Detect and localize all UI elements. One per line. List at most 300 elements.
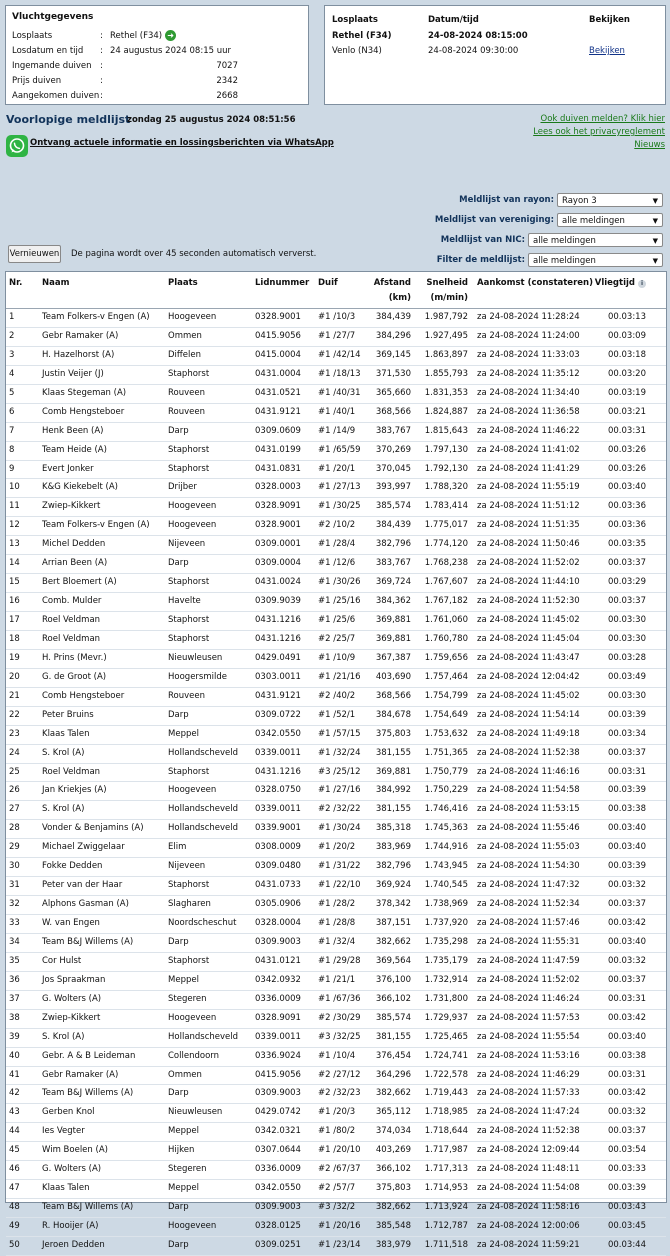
row-place: Hijken bbox=[168, 1145, 195, 1156]
row-nr: 21 bbox=[9, 690, 20, 701]
row-nr: 13 bbox=[9, 539, 20, 550]
row-name: Comb. Mulder bbox=[42, 596, 102, 607]
row-pigeon: #1 /28/8 bbox=[318, 918, 356, 928]
row-arrival: za 24-08-2024 11:52:02 bbox=[477, 974, 580, 985]
table-row bbox=[6, 347, 666, 366]
row-flight-time: 00.03:37 bbox=[607, 596, 646, 607]
row-pigeon: #1 /67/36 bbox=[318, 993, 361, 1004]
table-row bbox=[6, 801, 666, 820]
row-nr: 26 bbox=[9, 785, 20, 796]
row-name: Klaas Talen bbox=[42, 728, 90, 739]
row-distance: 367,387 bbox=[375, 652, 411, 663]
row-name: S. Krol (A) bbox=[42, 1031, 85, 1042]
row-pigeon: #1 /20/2 bbox=[318, 842, 356, 853]
row-speed: 1.746,416 bbox=[424, 804, 468, 815]
row-pigeon: #1 /30/25 bbox=[318, 501, 361, 512]
row-member-id: 0342.0550 bbox=[255, 1183, 301, 1194]
row-distance: 365,112 bbox=[375, 1107, 411, 1118]
row-arrival: za 24-08-2024 11:24:00 bbox=[477, 330, 580, 341]
row-distance: 385,574 bbox=[375, 501, 411, 512]
row-pigeon: #1 /10/9 bbox=[318, 652, 356, 663]
row-member-id: 0339.0011 bbox=[255, 1031, 301, 1042]
row-place: Staphorst bbox=[168, 463, 210, 474]
row-arrival: za 24-08-2024 11:52:30 bbox=[477, 596, 580, 607]
row-flight-time: 00.03:35 bbox=[607, 539, 646, 550]
row-arrival: za 24-08-2024 11:55:03 bbox=[477, 842, 580, 853]
row-pigeon: #2 /32/22 bbox=[318, 804, 361, 815]
row-arrival: za 24-08-2024 11:46:29 bbox=[477, 1069, 580, 1080]
row-distance: 368,566 bbox=[375, 406, 411, 417]
row-place: Rouveen bbox=[168, 406, 205, 417]
row-arrival: za 24-08-2024 11:45:02 bbox=[477, 690, 580, 701]
arrived-row: Aangekomen duiven : 2668 bbox=[12, 91, 238, 101]
table-row bbox=[6, 404, 666, 423]
table-row bbox=[6, 442, 666, 461]
row-distance: 371,530 bbox=[375, 368, 411, 379]
row-speed: 1.750,779 bbox=[424, 766, 468, 777]
row-nr: 25 bbox=[9, 766, 20, 777]
row-flight-time: 00.03:37 bbox=[607, 899, 646, 910]
row-flight-time: 00.03:13 bbox=[607, 312, 646, 322]
row-place: Darp bbox=[168, 1239, 189, 1250]
results-table bbox=[5, 271, 667, 1250]
row-distance: 365,660 bbox=[375, 387, 411, 398]
table-row bbox=[6, 1161, 666, 1180]
row-place: Elim bbox=[168, 842, 187, 853]
row-member-id: 0303.0011 bbox=[255, 671, 301, 682]
row-distance: 384,678 bbox=[375, 709, 411, 720]
table-row bbox=[6, 461, 666, 480]
nic-select[interactable]: alle meldingen ▼ bbox=[528, 233, 663, 247]
row-name: Bert Bloemert (A) bbox=[42, 577, 117, 588]
row-nr: 31 bbox=[9, 880, 20, 891]
row-member-id: 0431.0024 bbox=[255, 577, 301, 588]
table-row bbox=[6, 991, 666, 1010]
row-flight-time: 00.03:19 bbox=[607, 387, 646, 398]
report-pigeons-link[interactable]: Ook duiven melden? Klik hier bbox=[540, 114, 665, 124]
row-member-id: 0309.0251 bbox=[255, 1239, 301, 1250]
table-row bbox=[6, 953, 666, 972]
whatsapp-icon[interactable] bbox=[6, 135, 28, 157]
table-row bbox=[6, 498, 666, 517]
row-arrival: za 24-08-2024 11:43:47 bbox=[477, 652, 580, 663]
row-member-id: 0328.0003 bbox=[255, 482, 301, 493]
table-row bbox=[6, 1104, 666, 1123]
row-nr: 20 bbox=[9, 671, 20, 682]
prize-row: Prijs duiven : 2342 bbox=[12, 76, 238, 86]
row-speed: 1.718,644 bbox=[424, 1126, 468, 1137]
row-member-id: 0415.9056 bbox=[255, 330, 301, 341]
row-place: Staphorst bbox=[168, 766, 210, 777]
row-flight-time: 00.03:30 bbox=[607, 633, 646, 644]
row-flight-time: 00.03:31 bbox=[607, 993, 646, 1004]
filter-label-vereniging: Meldlijst van vereniging: bbox=[434, 215, 554, 225]
row-place: Drijber bbox=[168, 482, 197, 493]
row-arrival: za 24-08-2024 11:47:24 bbox=[477, 1107, 580, 1118]
row-distance: 366,102 bbox=[375, 993, 411, 1004]
row-nr: 3 bbox=[9, 349, 15, 360]
row-place: Meppel bbox=[168, 1183, 199, 1194]
row-member-id: 0309.9003 bbox=[255, 1202, 301, 1213]
row-name: Gerben Knol bbox=[42, 1107, 95, 1118]
row-pigeon: #1 /28/2 bbox=[318, 899, 356, 910]
vereniging-select[interactable]: alle meldingen ▼ bbox=[557, 213, 663, 227]
list-filter-select[interactable]: alle meldingen ▼ bbox=[528, 253, 663, 267]
row-arrival: za 24-08-2024 11:52:02 bbox=[477, 558, 580, 569]
row-pigeon: #3 /32/2 bbox=[318, 1202, 356, 1213]
row-pigeon: #1 /30/26 bbox=[318, 577, 361, 588]
row-pigeon: #1 /21/16 bbox=[318, 671, 361, 682]
row-member-id: 0342.0932 bbox=[255, 974, 301, 985]
chevron-down-icon: ▼ bbox=[652, 257, 658, 265]
go-arrow-icon[interactable]: ➜ bbox=[165, 30, 176, 41]
row-pigeon: #1 /57/15 bbox=[318, 728, 361, 739]
row-flight-time: 00.03:20 bbox=[607, 368, 646, 379]
row-speed: 1.738,969 bbox=[424, 899, 468, 910]
refresh-note: De pagina wordt over 45 seconden automatisch ververst. bbox=[71, 249, 317, 259]
row-distance: 393,997 bbox=[375, 482, 411, 493]
row-nr: 36 bbox=[9, 974, 20, 985]
row-place: Hoogeveen bbox=[168, 1221, 217, 1231]
row-name: Team B&J Willems (A) bbox=[42, 1202, 134, 1213]
row-name: Michel Dedden bbox=[42, 539, 106, 550]
row-pigeon: #1 /10/3 bbox=[318, 312, 356, 322]
row-distance: 385,318 bbox=[375, 823, 411, 834]
row-nr: 29 bbox=[9, 842, 20, 853]
row-speed: 1.757,464 bbox=[424, 671, 468, 682]
row-place: Meppel bbox=[168, 974, 199, 985]
row-nr: 33 bbox=[9, 918, 20, 928]
row-name: Peter van der Haar bbox=[42, 880, 123, 891]
row-distance: 369,724 bbox=[375, 577, 411, 588]
row-member-id: 0309.0480 bbox=[255, 861, 301, 872]
page-title: Voorlopige meldlijst bbox=[6, 113, 131, 126]
row-arrival: za 24-08-2024 11:33:03 bbox=[477, 349, 580, 360]
row-flight-time: 00.03:42 bbox=[607, 1088, 646, 1099]
row-arrival: za 24-08-2024 11:47:59 bbox=[477, 955, 580, 966]
row-speed: 1.750,229 bbox=[424, 785, 468, 796]
row-speed: 1.797,130 bbox=[424, 444, 468, 455]
privacy-link[interactable]: Lees ook het privacyreglement bbox=[533, 127, 665, 137]
table-row bbox=[6, 309, 666, 328]
row-speed: 1.731,800 bbox=[424, 993, 468, 1004]
row-nr: 40 bbox=[9, 1050, 20, 1061]
table-row bbox=[6, 479, 666, 498]
row-arrival: za 24-08-2024 11:55:46 bbox=[477, 823, 580, 834]
row-flight-time: 00.03:45 bbox=[607, 1221, 646, 1231]
row-nr: 46 bbox=[9, 1164, 20, 1175]
row-speed: 1.735,298 bbox=[424, 936, 468, 947]
table-row bbox=[6, 839, 666, 858]
row-name: Team B&J Willems (A) bbox=[42, 936, 134, 947]
row-distance: 384,439 bbox=[375, 312, 411, 322]
release-row: Venlo (N34) 24-08-2024 09:30:00 Bekijken bbox=[332, 46, 625, 56]
row-pigeon: #1 /27/16 bbox=[318, 785, 361, 796]
row-member-id: 0431.1216 bbox=[255, 615, 301, 625]
view-release-link[interactable]: Bekijken bbox=[589, 46, 625, 56]
row-arrival: za 24-08-2024 11:45:02 bbox=[477, 615, 580, 625]
row-member-id: 0307.0644 bbox=[255, 1145, 301, 1156]
row-distance: 369,881 bbox=[375, 615, 411, 625]
row-arrival: za 24-08-2024 11:28:24 bbox=[477, 312, 580, 322]
row-distance: 374,034 bbox=[375, 1126, 411, 1137]
row-nr: 19 bbox=[9, 652, 20, 663]
row-arrival: za 24-08-2024 11:54:14 bbox=[477, 709, 580, 720]
row-distance: 369,881 bbox=[375, 766, 411, 777]
row-nr: 39 bbox=[9, 1031, 20, 1042]
row-member-id: 0309.0609 bbox=[255, 425, 301, 436]
row-name: Roel Veldman bbox=[42, 633, 101, 644]
row-speed: 1.754,799 bbox=[424, 690, 468, 701]
row-speed: 1.760,780 bbox=[424, 633, 468, 644]
row-member-id: 0309.9003 bbox=[255, 936, 301, 947]
prize-value: 2342 bbox=[216, 76, 238, 86]
row-nr: 24 bbox=[9, 747, 20, 758]
row-distance: 369,564 bbox=[375, 955, 411, 966]
row-member-id: 0431.0121 bbox=[255, 955, 301, 966]
table-row bbox=[6, 593, 666, 612]
table-row bbox=[6, 726, 666, 745]
row-place: Hoogeveen bbox=[168, 312, 217, 322]
row-name: G. Wolters (A) bbox=[42, 993, 102, 1004]
row-pigeon: #2 /67/37 bbox=[318, 1164, 361, 1175]
row-name: Peter Bruins bbox=[42, 709, 94, 720]
row-member-id: 0431.0521 bbox=[255, 387, 301, 398]
row-nr: 14 bbox=[9, 558, 20, 569]
row-speed: 1.713,924 bbox=[424, 1202, 468, 1213]
row-pigeon: #1 /32/24 bbox=[318, 747, 361, 758]
row-pigeon: #1 /27/13 bbox=[318, 482, 361, 493]
row-member-id: 0342.0321 bbox=[255, 1126, 301, 1137]
row-name: Cor Hulst bbox=[42, 955, 82, 966]
table-row bbox=[6, 688, 666, 707]
row-name: R. Hooijer (A) bbox=[42, 1221, 99, 1231]
row-speed: 1.831,353 bbox=[424, 387, 468, 398]
row-arrival: za 24-08-2024 11:51:35 bbox=[477, 520, 580, 531]
row-arrival: za 24-08-2024 11:52:38 bbox=[477, 1126, 580, 1137]
row-pigeon: #1 /42/14 bbox=[318, 349, 361, 360]
row-nr: 22 bbox=[9, 709, 20, 720]
row-flight-time: 00.03:42 bbox=[607, 918, 646, 928]
row-name: H. Hazelhorst (A) bbox=[42, 349, 115, 360]
row-flight-time: 00.03:39 bbox=[607, 1183, 646, 1194]
row-flight-time: 00.03:37 bbox=[607, 974, 646, 985]
row-name: Justin Veijer (J) bbox=[42, 368, 104, 379]
row-distance: 370,045 bbox=[375, 463, 411, 474]
row-member-id: 0309.0004 bbox=[255, 558, 301, 569]
row-arrival: za 24-08-2024 11:46:22 bbox=[477, 425, 580, 436]
row-arrival: za 24-08-2024 11:51:12 bbox=[477, 501, 580, 512]
row-speed: 1.774,120 bbox=[424, 539, 468, 550]
row-place: Meppel bbox=[168, 728, 199, 739]
row-nr: 47 bbox=[9, 1183, 20, 1194]
row-place: Ommen bbox=[168, 1069, 202, 1080]
row-name: Henk Been (A) bbox=[42, 425, 104, 436]
row-flight-time: 00.03:39 bbox=[607, 709, 646, 720]
row-pigeon: #1 /40/31 bbox=[318, 387, 361, 398]
row-pigeon: #1 /20/3 bbox=[318, 1107, 356, 1118]
row-nr: 43 bbox=[9, 1107, 20, 1118]
row-distance: 369,145 bbox=[375, 349, 411, 360]
row-place: Hollandscheveld bbox=[168, 823, 239, 834]
row-speed: 1.717,313 bbox=[424, 1164, 468, 1175]
row-nr: 32 bbox=[9, 899, 20, 910]
row-speed: 1.737,920 bbox=[424, 918, 468, 928]
table-row bbox=[6, 385, 666, 404]
row-distance: 375,803 bbox=[375, 1183, 411, 1194]
row-nr: 34 bbox=[9, 936, 20, 947]
row-distance: 381,155 bbox=[375, 804, 411, 815]
row-arrival: za 24-08-2024 11:44:10 bbox=[477, 577, 580, 588]
row-name: Gebr Ramaker (A) bbox=[42, 1069, 119, 1080]
row-distance: 383,969 bbox=[375, 842, 411, 853]
row-member-id: 0309.9039 bbox=[255, 596, 301, 607]
row-distance: 385,548 bbox=[375, 1221, 411, 1231]
row-member-id: 0415.0004 bbox=[255, 349, 301, 360]
row-member-id: 0431.0733 bbox=[255, 880, 301, 891]
row-nr: 27 bbox=[9, 804, 20, 815]
row-distance: 384,992 bbox=[375, 785, 411, 796]
row-name: G. Wolters (A) bbox=[42, 1164, 102, 1175]
table-row bbox=[6, 782, 666, 801]
filter-label-nic: Meldlijst van NIC: bbox=[440, 235, 525, 245]
row-place: Staphorst bbox=[168, 368, 210, 379]
row-flight-time: 00.03:39 bbox=[607, 861, 646, 872]
row-distance: 364,296 bbox=[375, 1069, 411, 1080]
row-pigeon: #1 /30/24 bbox=[318, 823, 361, 834]
row-place: Stegeren bbox=[168, 1164, 207, 1175]
row-arrival: za 24-08-2024 11:46:24 bbox=[477, 993, 580, 1004]
row-name: Team Folkers-v Engen (A) bbox=[42, 312, 150, 322]
row-speed: 1.712,787 bbox=[424, 1221, 468, 1231]
refresh-button[interactable]: Vernieuwen bbox=[8, 245, 61, 263]
row-pigeon: #2 /25/7 bbox=[318, 633, 356, 644]
table-row bbox=[6, 650, 666, 669]
row-distance: 383,979 bbox=[375, 1239, 411, 1250]
row-arrival: za 24-08-2024 11:52:38 bbox=[477, 747, 580, 758]
table-row bbox=[6, 1142, 666, 1161]
row-flight-time: 00.03:30 bbox=[607, 615, 646, 625]
news-link[interactable]: Nieuws bbox=[634, 140, 665, 150]
table-header: Nr. Naam Plaats Lidnummer Duif Afstand (km) Snelheid (m/min) Aankomst (constateren) Vliegtijd i bbox=[6, 272, 666, 309]
row-speed: 1.754,649 bbox=[424, 709, 468, 720]
row-pigeon: #1 /18/13 bbox=[318, 368, 361, 379]
row-pigeon: #2 /27/12 bbox=[318, 1069, 361, 1080]
row-distance: 381,155 bbox=[375, 1031, 411, 1042]
row-place: Hollandscheveld bbox=[168, 1031, 239, 1042]
row-distance: 403,269 bbox=[375, 1145, 411, 1156]
row-place: Hoogeveen bbox=[168, 520, 217, 531]
row-arrival: za 24-08-2024 11:50:46 bbox=[477, 539, 580, 550]
row-pigeon: #2 /40/2 bbox=[318, 690, 356, 701]
row-nr: 12 bbox=[9, 520, 20, 531]
row-name: Michael Zwiggelaar bbox=[42, 842, 125, 853]
row-member-id: 0328.9091 bbox=[255, 501, 301, 512]
row-place: Hollandscheveld bbox=[168, 747, 239, 758]
row-name: Team Heide (A) bbox=[42, 444, 107, 455]
row-speed: 1.717,987 bbox=[424, 1145, 468, 1156]
table-row bbox=[6, 328, 666, 347]
row-distance: 383,767 bbox=[375, 425, 411, 436]
rayon-select[interactable]: Rayon 3 ▼ bbox=[557, 193, 663, 207]
row-speed: 1.711,518 bbox=[424, 1239, 468, 1250]
row-name: G. de Groot (A) bbox=[42, 671, 107, 682]
row-flight-time: 00.03:32 bbox=[607, 1107, 646, 1118]
row-pigeon: #2 /10/2 bbox=[318, 520, 356, 531]
row-place: Slagharen bbox=[168, 899, 211, 910]
row-pigeon: #1 /31/22 bbox=[318, 861, 361, 872]
row-place: Collendoorn bbox=[168, 1050, 220, 1061]
row-nr: 2 bbox=[9, 330, 15, 341]
chevron-down-icon: ▼ bbox=[652, 217, 658, 225]
row-place: Noordscheschut bbox=[168, 918, 237, 928]
row-pigeon: #3 /32/25 bbox=[318, 1031, 361, 1042]
list-date: zondag 25 augustus 2024 08:51:56 bbox=[127, 115, 296, 125]
row-name: Roel Veldman bbox=[42, 766, 101, 777]
table-row bbox=[6, 1218, 666, 1237]
row-place: Nieuwleusen bbox=[168, 652, 223, 663]
info-icon[interactable]: i bbox=[638, 280, 646, 288]
row-speed: 1.759,656 bbox=[424, 652, 468, 663]
row-arrival: za 24-08-2024 11:57:46 bbox=[477, 918, 580, 928]
row-arrival: za 24-08-2024 11:45:04 bbox=[477, 633, 580, 644]
row-place: Staphorst bbox=[168, 615, 210, 625]
table-row bbox=[6, 1048, 666, 1067]
row-distance: 383,767 bbox=[375, 558, 411, 569]
row-pigeon: #1 /20/10 bbox=[318, 1145, 361, 1156]
row-nr: 28 bbox=[9, 823, 20, 834]
row-member-id: 0429.0491 bbox=[255, 652, 301, 663]
row-name: Zwiep-Kikkert bbox=[42, 1012, 101, 1023]
row-flight-time: 00.03:09 bbox=[607, 330, 646, 341]
release-place-value: Rethel (F34) ➜ bbox=[110, 30, 176, 43]
row-arrival: za 24-08-2024 12:09:44 bbox=[477, 1145, 580, 1156]
whatsapp-link[interactable]: Ontvang actuele informatie en lossingsberichten via WhatsApp bbox=[30, 138, 334, 148]
row-arrival: za 24-08-2024 11:46:16 bbox=[477, 766, 580, 777]
row-place: Rouveen bbox=[168, 690, 205, 701]
row-nr: 15 bbox=[9, 577, 20, 588]
flight-info-panel bbox=[5, 5, 309, 105]
row-speed: 1.714,953 bbox=[424, 1183, 468, 1194]
row-pigeon: #3 /25/12 bbox=[318, 766, 361, 777]
row-speed: 1.761,060 bbox=[424, 615, 468, 625]
table-row bbox=[6, 745, 666, 764]
row-distance: 382,796 bbox=[375, 539, 411, 550]
row-nr: 50 bbox=[9, 1239, 20, 1250]
row-flight-time: 00.03:31 bbox=[607, 425, 646, 436]
row-flight-time: 00.03:49 bbox=[607, 671, 646, 682]
row-name: Klaas Stegeman (A) bbox=[42, 387, 127, 398]
row-name: S. Krol (A) bbox=[42, 804, 85, 815]
row-place: Darp bbox=[168, 1202, 189, 1213]
row-nr: 44 bbox=[9, 1126, 20, 1137]
chevron-down-icon: ▼ bbox=[652, 237, 658, 245]
row-pigeon: #1 /65/59 bbox=[318, 444, 361, 455]
row-name: K&G Kiekebelt (A) bbox=[42, 482, 118, 493]
row-distance: 384,362 bbox=[375, 596, 411, 607]
row-flight-time: 00.03:43 bbox=[607, 1202, 646, 1213]
row-pigeon: #1 /52/1 bbox=[318, 709, 356, 720]
row-speed: 1.987,792 bbox=[424, 312, 468, 322]
row-arrival: za 24-08-2024 11:48:11 bbox=[477, 1164, 580, 1175]
table-row bbox=[6, 1010, 666, 1029]
filter-label-list: Filter de meldlijst: bbox=[436, 255, 525, 265]
release-places-panel bbox=[324, 5, 666, 105]
row-distance: 384,296 bbox=[375, 330, 411, 341]
row-flight-time: 00.03:42 bbox=[607, 1012, 646, 1023]
release-row-active: Rethel (F34) 24-08-2024 08:15:00 bbox=[332, 31, 528, 41]
release-places-header: Losplaats Datum/tijd Bekijken bbox=[332, 15, 630, 25]
